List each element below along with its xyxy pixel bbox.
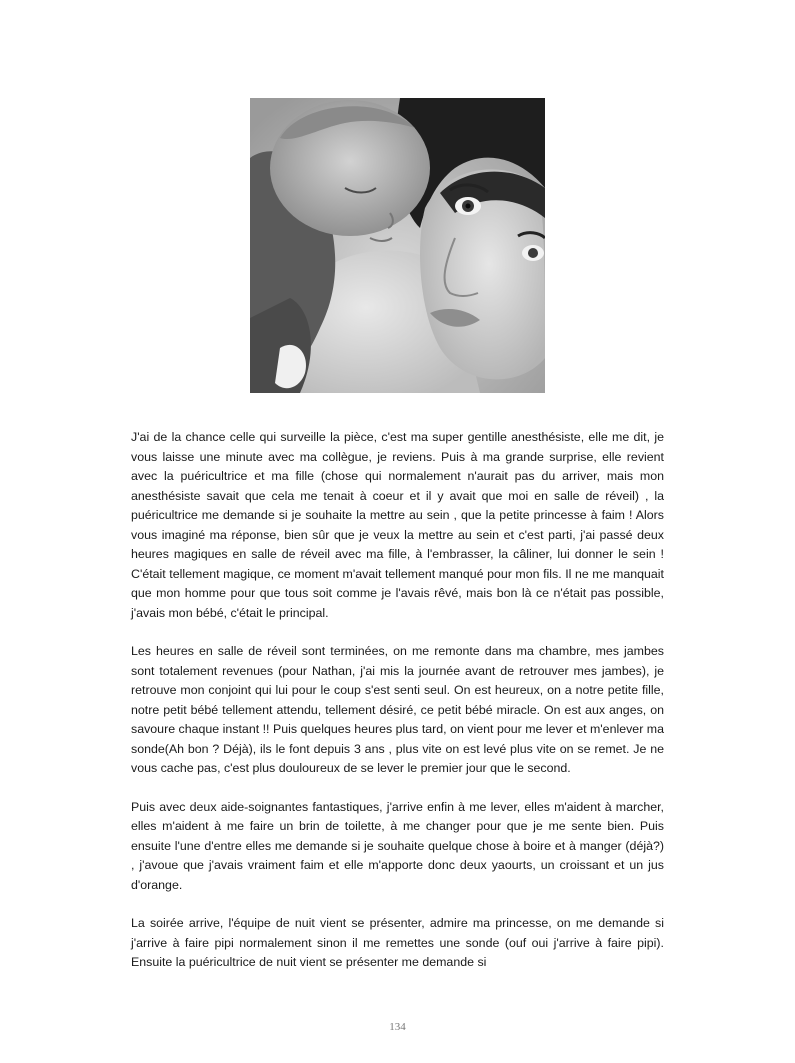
body-text [131,428,664,992]
page-number: 134 [389,1021,406,1033]
paragraph: La soirée arrive, l'équipe de nuit vient se présenter, admire ma princesse, on me demande si j'arrive à faire pipi normalement sinon il me remettes une sonde (ouf oui j'arrive à faire pipi). Ensuite la puéricultrice de nuit vient se présenter me demande si [131,916,664,969]
mother-and-baby-photo [250,98,545,393]
paragraph: Les heures en salle de réveil sont terminées, on me remonte dans ma chambre, mes jambes sont totalement revenues (pour Nathan, j'ai mis la journée avant de retrouver mes jambes), je retrouve mon conjoint qui lui pour le coup s'est senti seul. On est heureux, on a notre petite fille, notre petit bébé tellement attendu, tellement désiré, ce petit bébé miracle. On est aux anges, on savoure chaque instant !! Puis quelques heures plus tard, on vient pour me lever et m'enlever ma sonde(Ah bon ? Déjà), ils le font depuis 3 ans , plus vite on est levé plus vite on se remet. Je ne vous cache pas, c'est plus douloureux de se lever le premier jour que le second. [131,644,664,775]
paragraph: Puis avec deux aide-soignantes fantastiques, j'arrive enfin à me lever, elles m'aident à marcher, elles m'aident à me faire un brin de toilette, à me changer pour que je me sente bien. Puis ensuite l'une d'entre elles me demande si je souhaite quelque chose à boire et à manger (déjà?) , j'avoue que j'avais vraiment faim et elle m'apporte donc deux yaourts, un croissant et un jus d'orange. [131,799,664,892]
paragraph: J'ai de la chance celle qui surveille la pièce, c'est ma super gentille anesthésiste, elle me dit, je vous laisse une minute avec ma collègue, je reviens. Puis à ma grande surprise, elle revient avec la puéricultrice et ma fille (chose qui normalement n'aurait pas du arriver, mais mon anesthésiste savait que cela me tenait à coeur et il y avait que moi en salle de réveil) , la puéricultrice me demande si je souhaite la mettre au sein , que la petite princesse à faim ! Alors vous imaginé ma réponse, bien sûr que je veux la mettre au sein et c'est parti, j'ai passé deux heures magiques en salle de réveil avec ma fille, à l'embrasser, la câliner, lui donner le sein ! C'était tellement magique, ce moment m'avait tellement manqué pour mon fils. Il ne me manquait que mon homme pour que tous soit comme je l'avais rêvé, mais bon là ce n'était pas possible, j'avais mon bébé, c'était le principal. [131,430,664,620]
photo-illustration [250,98,545,393]
